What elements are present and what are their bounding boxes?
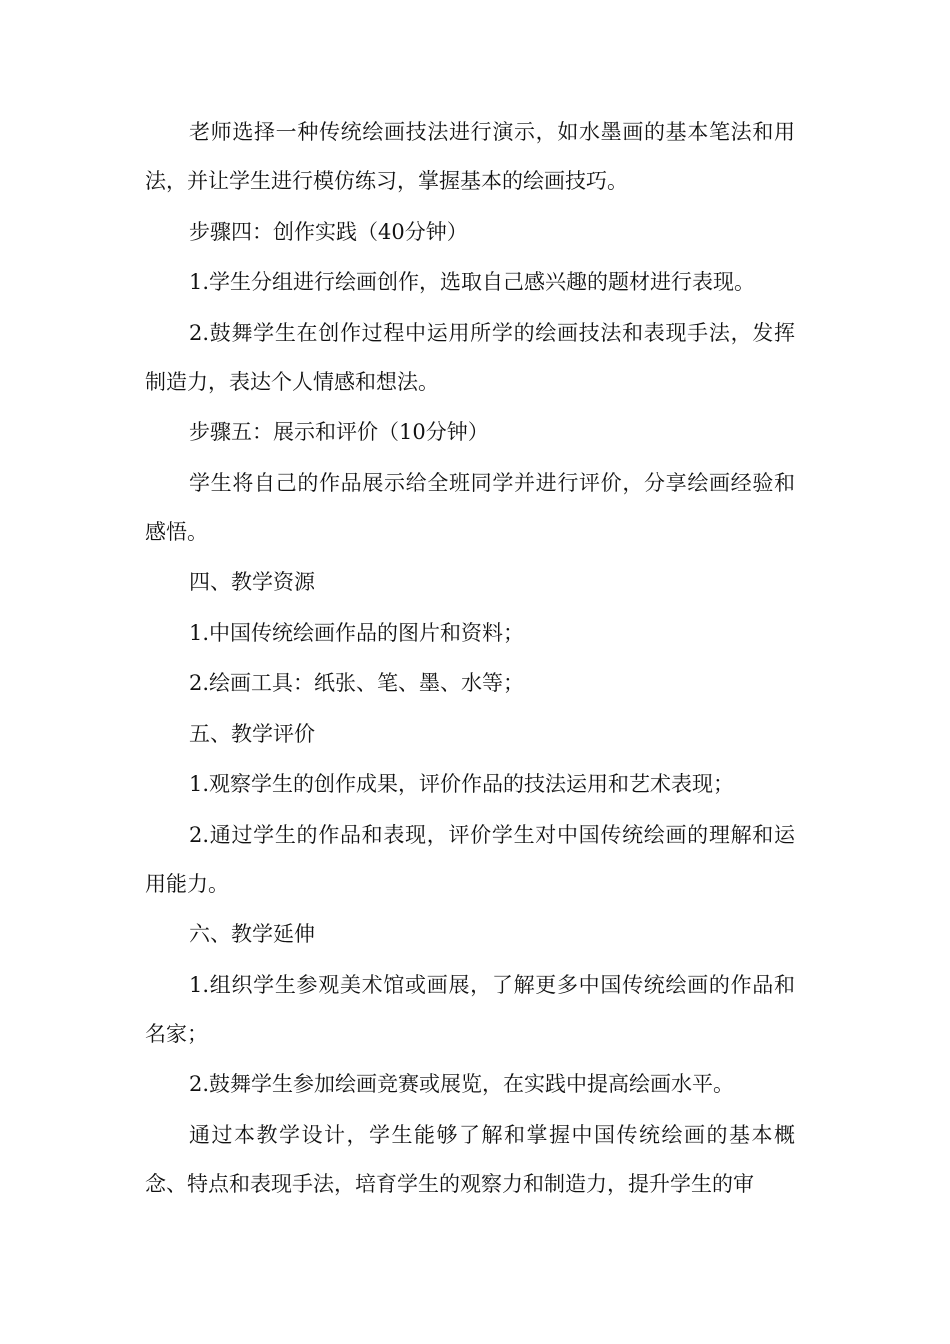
document-body: [145, 108, 795, 1210]
paragraph-resources-item-1: 1.中国传统绘画作品的图片和资料；: [189, 620, 525, 645]
paragraph-evaluation-item-2: 2.通过学生的作品和表现，评价学生对中国传统绘画的理解和运用能力。: [145, 822, 795, 896]
paragraph-resources-item-2: 2.绘画工具：纸张、笔、墨、水等；: [189, 671, 525, 695]
heading-step-four: 步骤四：创作实践（40分钟）: [189, 219, 468, 244]
heading-evaluation: 五、教学评价: [189, 721, 315, 746]
paragraph-demo: 老师选择一种传统绘画技法进行演示，如水墨画的基本笔法和用法，并让学生进行模仿练习，掌握基本的绘画技巧。: [145, 120, 795, 193]
heading-resources: 四、教学资源: [189, 570, 315, 594]
paragraph-extension-item-1: 1.组织学生参观美术馆或画展，了解更多中国传统绘画的作品和名家；: [145, 972, 795, 1046]
paragraph-conclusion: 通过本教学设计，学生能够了解和掌握中国传统绘画的基本概念、特点和表现手法，培育学生的观察力和制造力，提升学生的审: [145, 1122, 795, 1196]
paragraph-step-four-item-2: 2.鼓舞学生在创作过程中运用所学的绘画技法和表现手法，发挥制造力，表达个人情感和想法。: [145, 320, 795, 394]
paragraph-step-five: 学生将自己的作品展示给全班同学并进行评价，分享绘画经验和感悟。: [145, 470, 795, 544]
paragraph-evaluation-item-1: 1.观察学生的创作成果，评价作品的技法运用和艺术表现；: [189, 772, 735, 796]
paragraph-extension-item-2: 2.鼓舞学生参加绘画竞赛或展览，在实践中提高绘画水平。: [189, 1072, 735, 1096]
paragraph-step-four-item-1: 1.学生分组进行绘画创作，选取自己感兴趣的题材进行表现。: [189, 270, 756, 294]
heading-extension: 六、教学延伸: [189, 922, 315, 946]
heading-step-five: 步骤五：展示和评价（10分钟）: [189, 420, 489, 444]
